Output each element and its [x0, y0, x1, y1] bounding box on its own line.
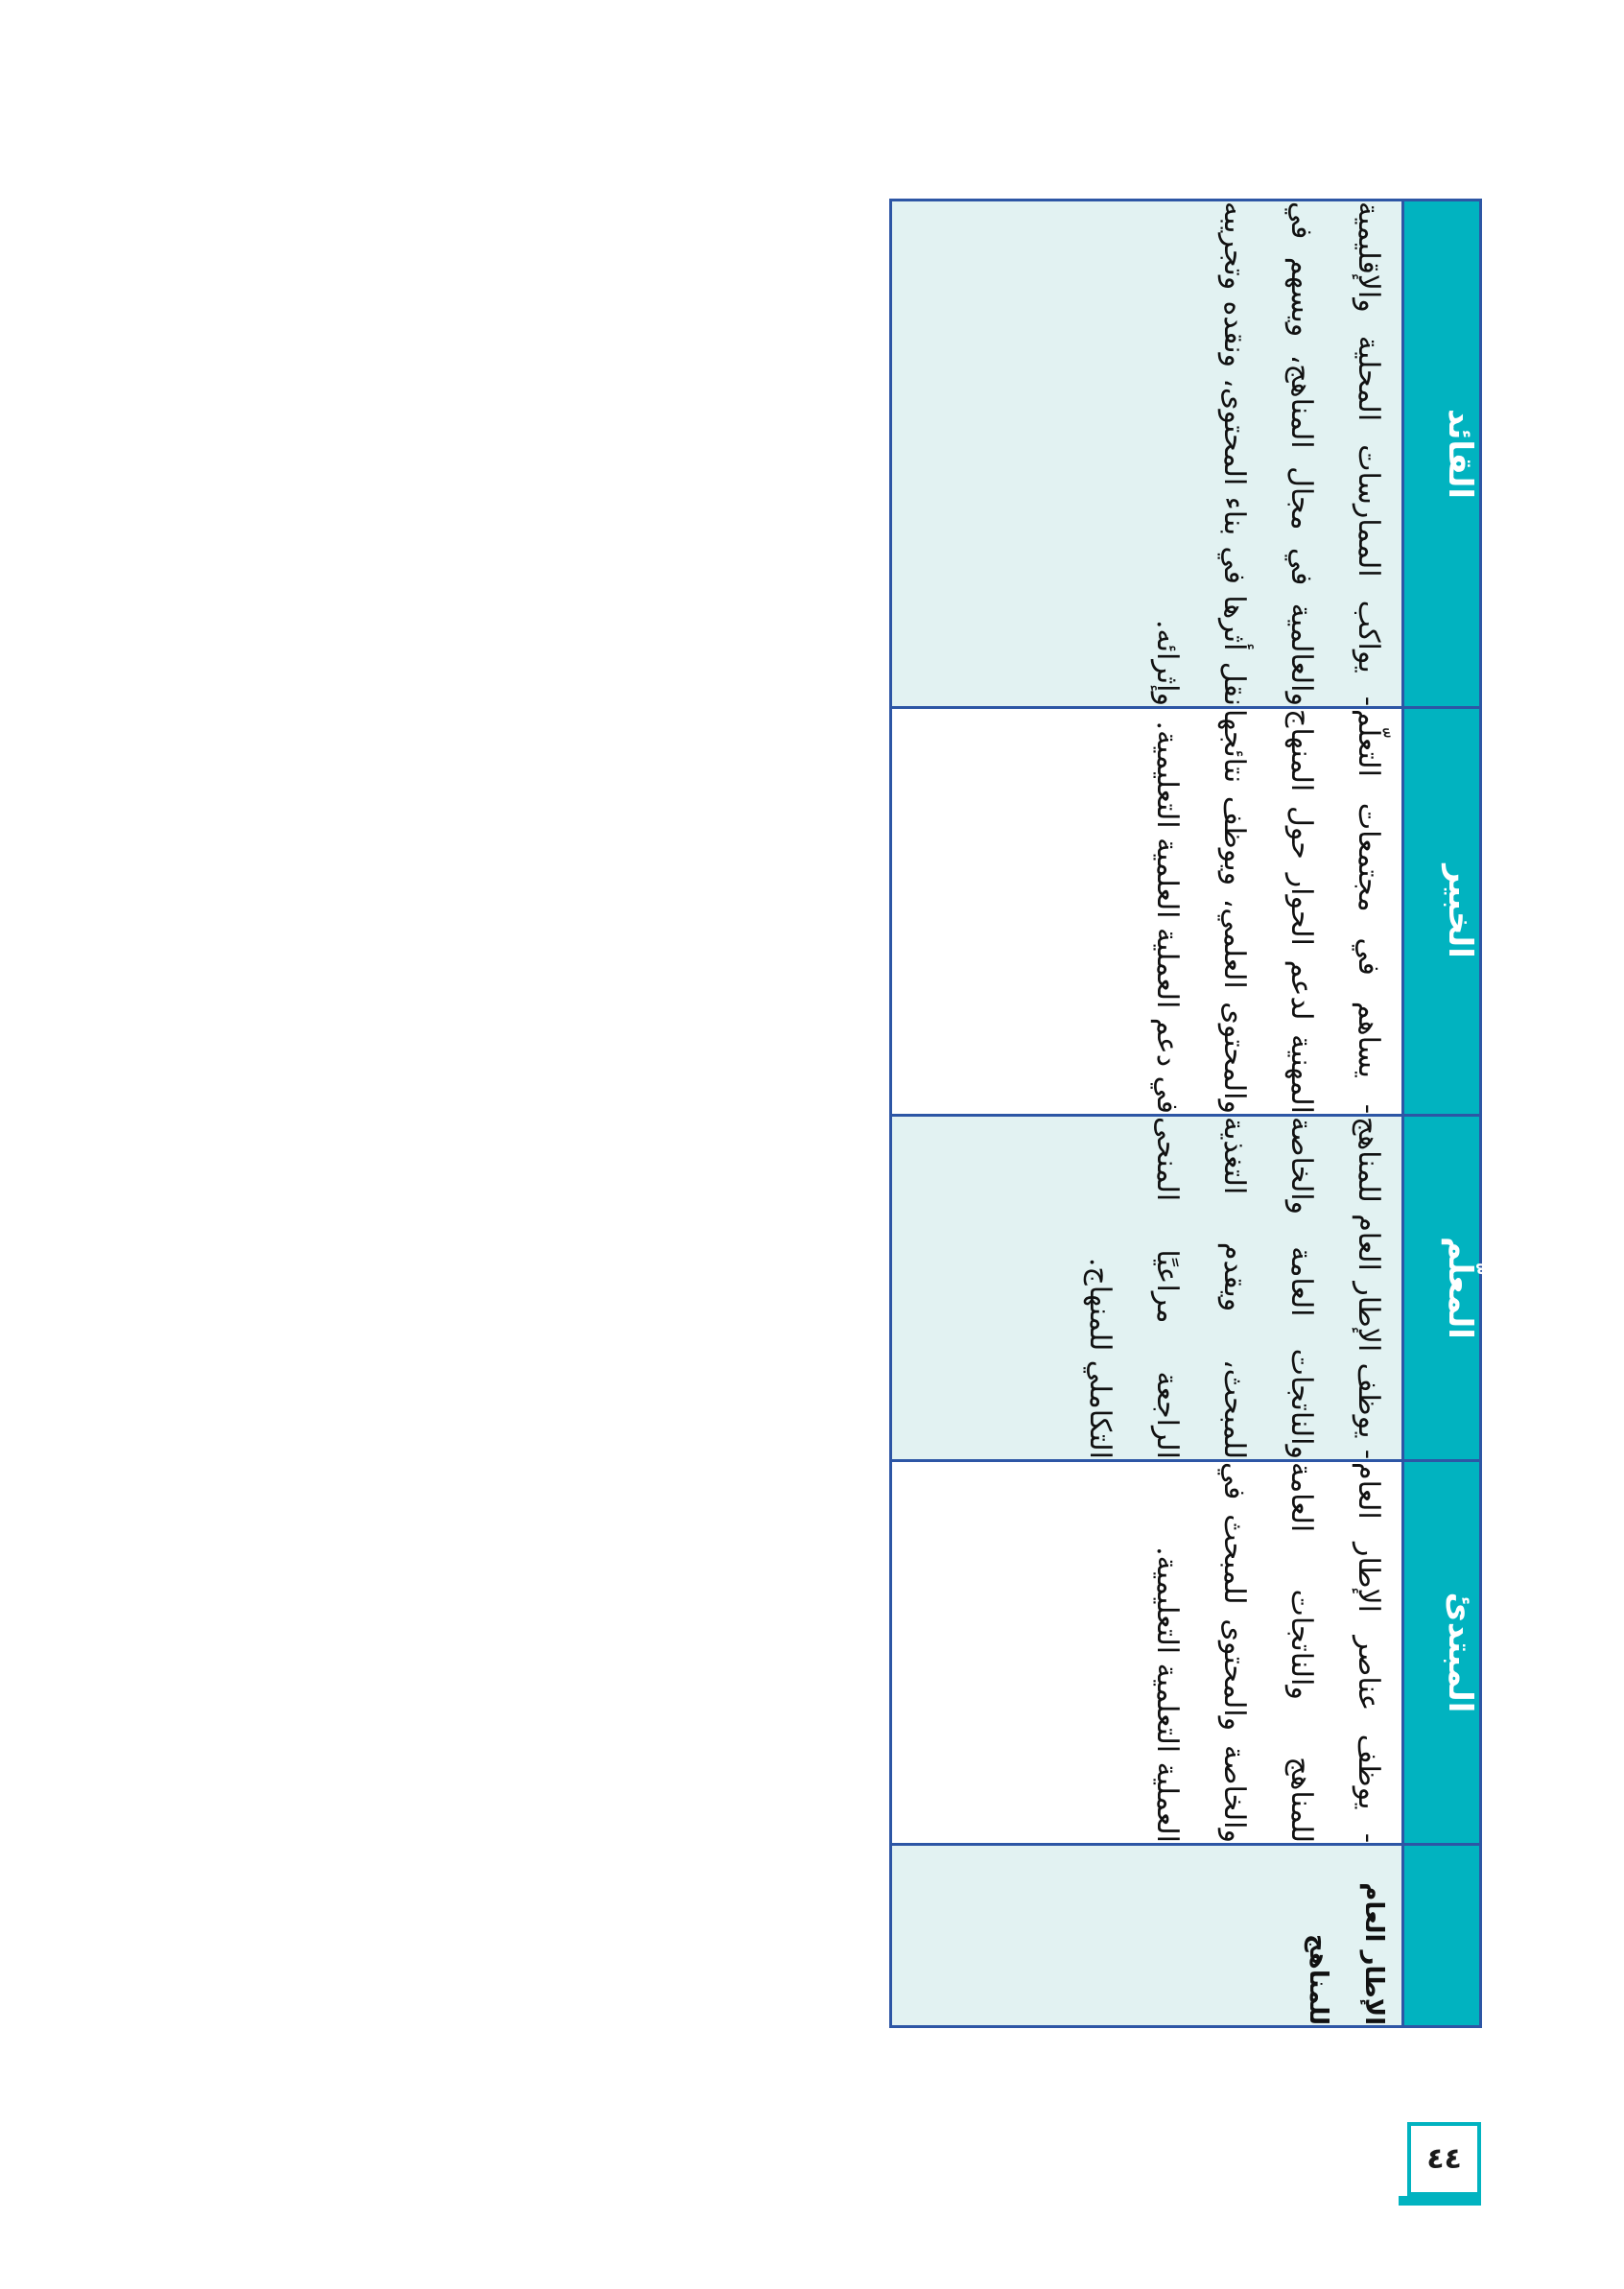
header-corner	[1403, 1845, 1481, 2027]
table-row	[891, 201, 1403, 2027]
cell-beginner: - يوظف عناصر الإطار العام للمناهج والناتجات العامة والخاصة والمحتوى للمبحث في العملية التعلمية التعليمية.	[891, 1461, 1403, 1845]
row-label: الإطار العام للمناهج	[891, 1845, 1403, 2027]
header-row	[1403, 201, 1481, 2027]
standards-table	[889, 199, 1482, 2028]
rotated-table-wrapper	[889, 199, 1482, 2025]
cell-leader: - يواكب الممارسات المحلية والإقليمية والعالمية في مجال المناهج، ويسهم في نقل أثرها في بناء المحتوى، ونقده وتجريبه وإثرائه.	[891, 201, 1403, 708]
page-number-tab	[1399, 2196, 1481, 2206]
page-number: ٤٤	[1407, 2122, 1481, 2196]
cell-teacher: - يوظف الإطار العام للمناهج والناتجات العامة والخاصة للمبحث، ويقدم التغذية الراجعة مراعيًا المنحى التكاملي للمنهاج.	[891, 1116, 1403, 1461]
column-header-beginner: المبتدئ	[1403, 1461, 1481, 1845]
column-header-expert: الخبير	[1403, 708, 1481, 1116]
cell-expert: - يساهم في مجتمعات التعلّم المهنية لدعم الحوار حول المنهاج والمحتوى العلمي، ويوظف نتائجها في دعم العملية العلمية التعليمية.	[891, 708, 1403, 1116]
column-header-teacher: المعلّم	[1403, 1116, 1481, 1461]
column-header-leader: القائد	[1403, 201, 1481, 708]
